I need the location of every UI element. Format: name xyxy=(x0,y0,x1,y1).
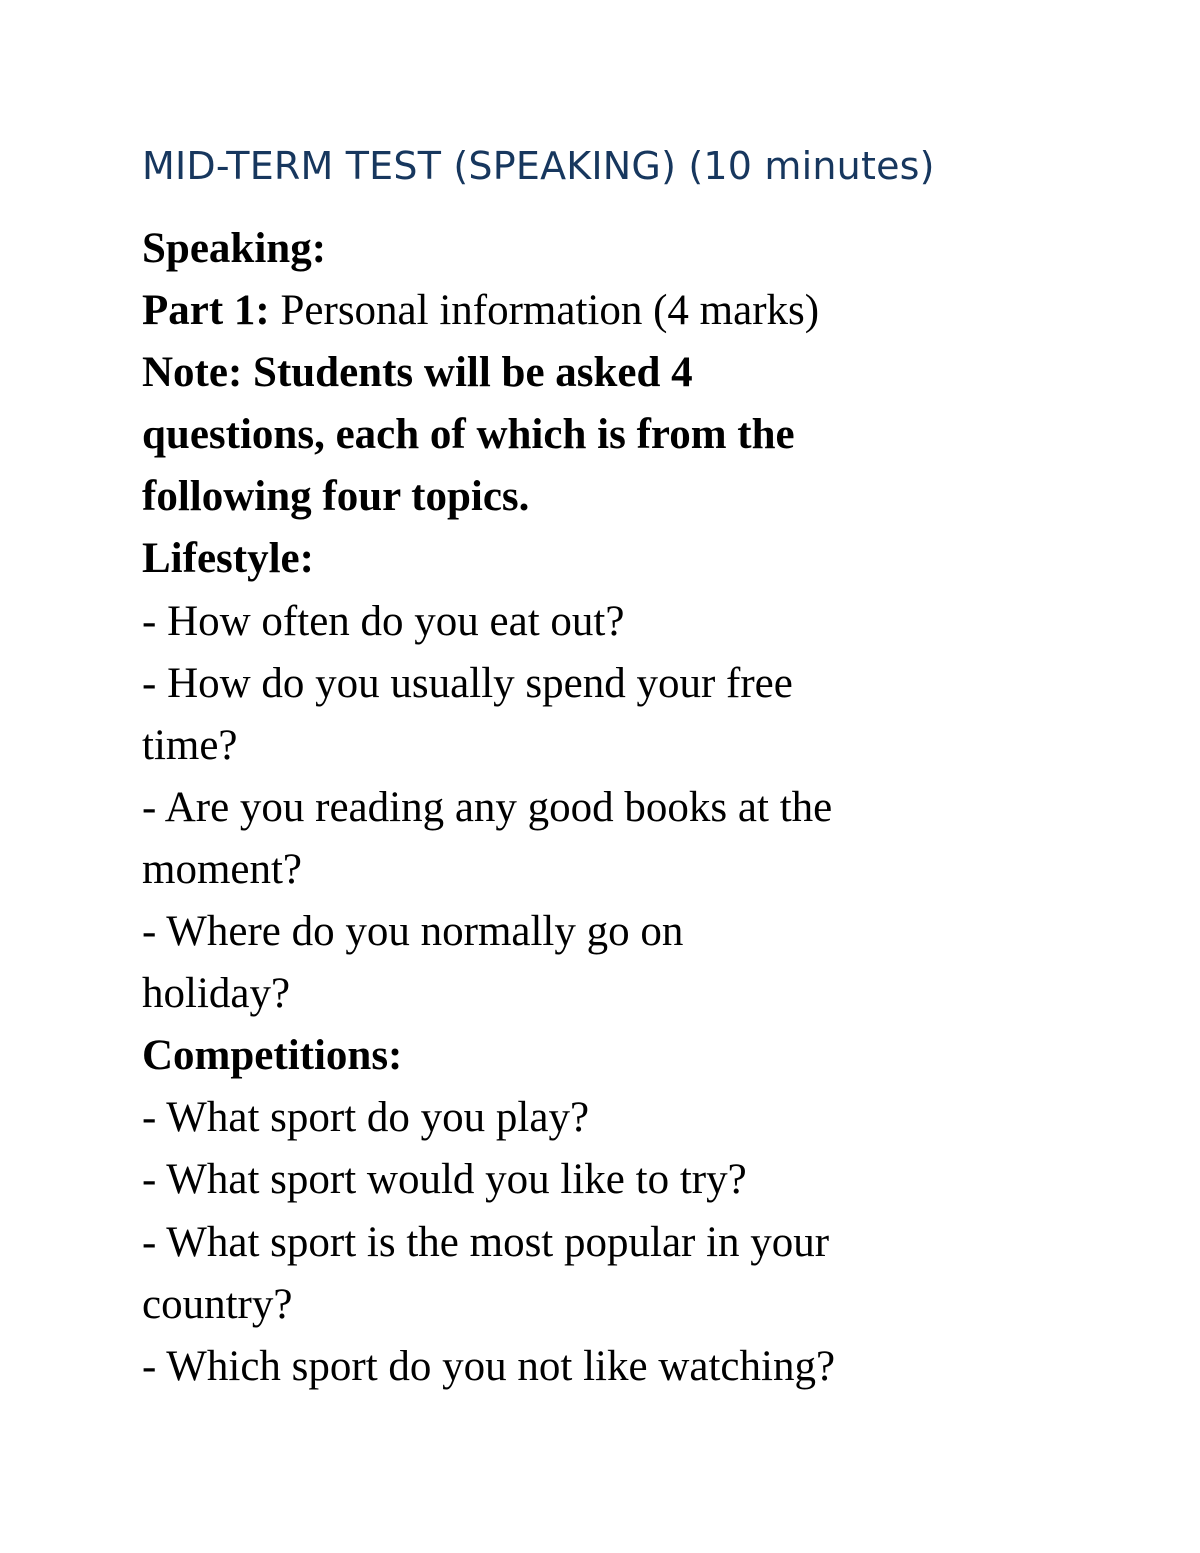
question-line: moment? xyxy=(142,845,303,893)
part1-text: Personal information (4 marks) xyxy=(269,287,820,335)
question-line: - How do you usually spend your free xyxy=(142,659,793,707)
question-line: - Which sport do you not like watching? xyxy=(142,1342,836,1390)
page-title: MID-TERM TEST (SPEAKING) (10 minutes) xyxy=(142,144,935,188)
question-line: country? xyxy=(142,1280,293,1328)
section-heading-competitions: Competitions: xyxy=(142,1032,403,1080)
part1-line xyxy=(142,280,942,342)
question-line: - What sport do you play? xyxy=(142,1094,590,1142)
note-line: questions, each of which is from the xyxy=(142,411,795,459)
question-line: holiday? xyxy=(142,970,291,1018)
question-line: - What sport is the most popular in your xyxy=(142,1218,830,1266)
note-line: Note: Students will be asked 4 xyxy=(142,349,693,397)
part1-label: Part 1: xyxy=(142,287,270,335)
question-line: - Are you reading any good books at the xyxy=(142,783,833,831)
question-line: - Where do you normally go on xyxy=(142,908,684,956)
speaking-heading: Speaking: xyxy=(142,225,327,272)
question-line: time? xyxy=(142,721,238,769)
section-heading-lifestyle: Lifestyle: xyxy=(142,535,314,583)
note-line: following four topics. xyxy=(142,473,530,521)
question-line: - How often do you eat out? xyxy=(142,597,625,645)
document-body xyxy=(142,218,942,1398)
question-line: - What sport would you like to try? xyxy=(142,1156,747,1204)
